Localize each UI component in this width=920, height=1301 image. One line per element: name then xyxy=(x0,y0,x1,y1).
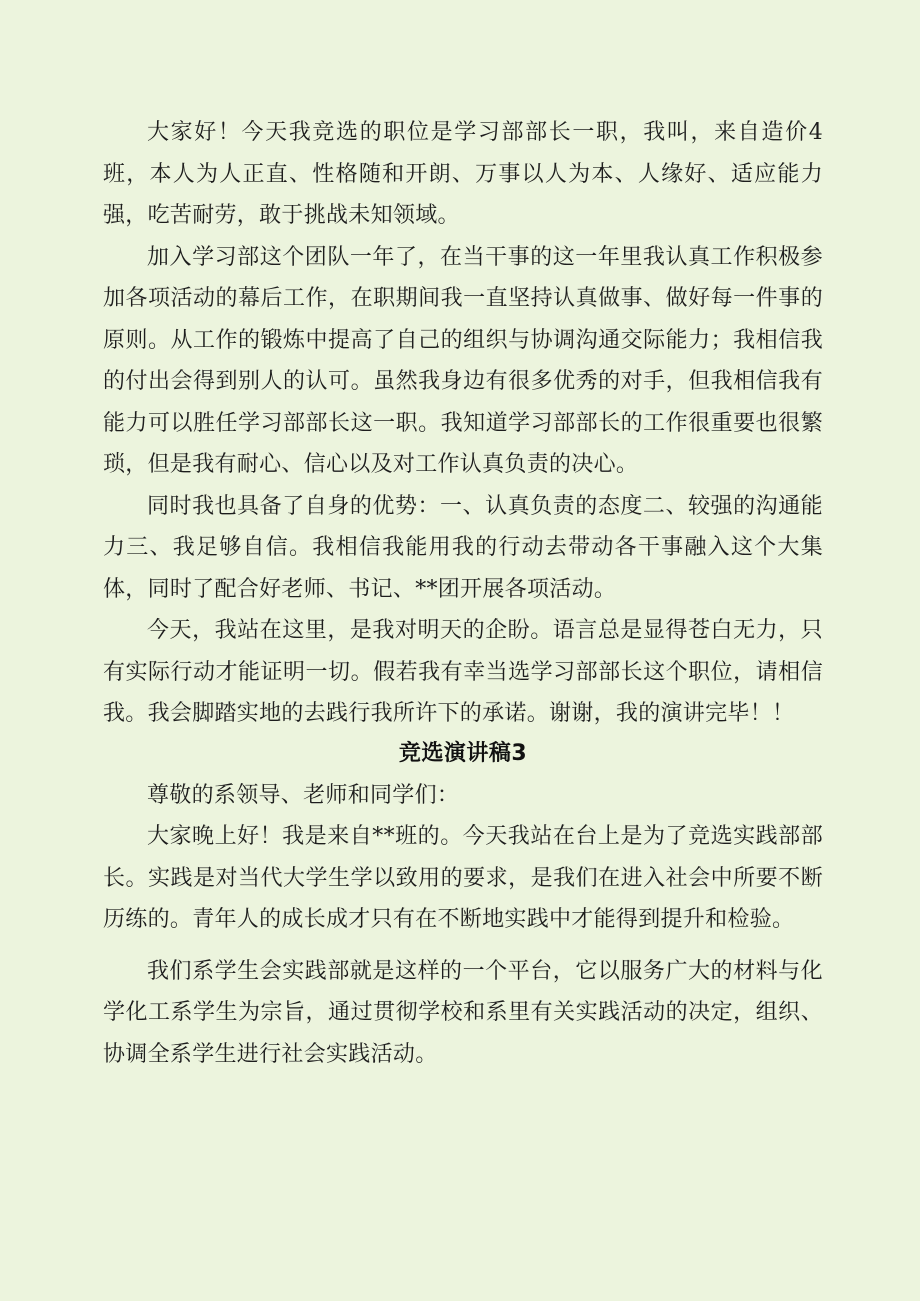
paragraph: 加入学习部这个团队一年了，在当干事的这一年里我认真工作积极参加各项活动的幕后工作，在职期间我一直坚持认真做事、做好每一件事的原则。从工作的锻炼中提高了自己的组织与协调沟通交际能力；我相信我的付出会得到别人的认可。虽然我身边有很多优秀的对手，但我相信我有能力可以胜任学习部部长这一职。我知道学习部部长的工作很重要也很繁琐，但是我有耐心、信心以及对工作认真负责的决心。 xyxy=(103,244,823,477)
section-heading: 竞选演讲稿3 xyxy=(398,740,528,766)
salutation: 尊敬的系领导、老师和同学们： xyxy=(147,782,460,808)
paragraph: 大家晚上好！我是来自**班的。今天我站在台上是为了竞选实践部部长。实践是对当代大学生学以致用的要求，是我们在进入社会中所要不断历练的。青年人的成长成才只有在不断地实践中才能得到提升和检验。 xyxy=(103,824,823,932)
paragraph: 我们系学生会实践部就是这样的一个平台，它以服务广大的材料与化学化工系学生为宗旨，通过贯彻学校和系里有关实践活动的决定，组织、协调全系学生进行社会实践活动。 xyxy=(103,958,823,1067)
paragraph: 大家好！今天我竞选的职位是学习部部长一职，我叫，来自造价4班，本人为人正直、性格随和开朗、万事以人为本、人缘好、适应能力强，吃苦耐劳，敢于挑战未知领域。 xyxy=(103,120,823,228)
paragraph: 今天，我站在这里，是我对明天的企盼。语言总是显得苍白无力，只有实际行动才能证明一切。假若我有幸当选学习部部长这个职位，请相信我。我会脚踏实地的去践行我所许下的承诺。谢谢，我的演讲完毕！！ xyxy=(103,618,823,726)
document-body xyxy=(103,112,823,1075)
paragraph: 同时我也具备了自身的优势：一、认真负责的态度二、较强的沟通能力三、我足够自信。我相信我能用我的行动去带动各干事融入这个大集体，同时了配合好老师、书记、**团开展各项活动。 xyxy=(103,493,823,602)
